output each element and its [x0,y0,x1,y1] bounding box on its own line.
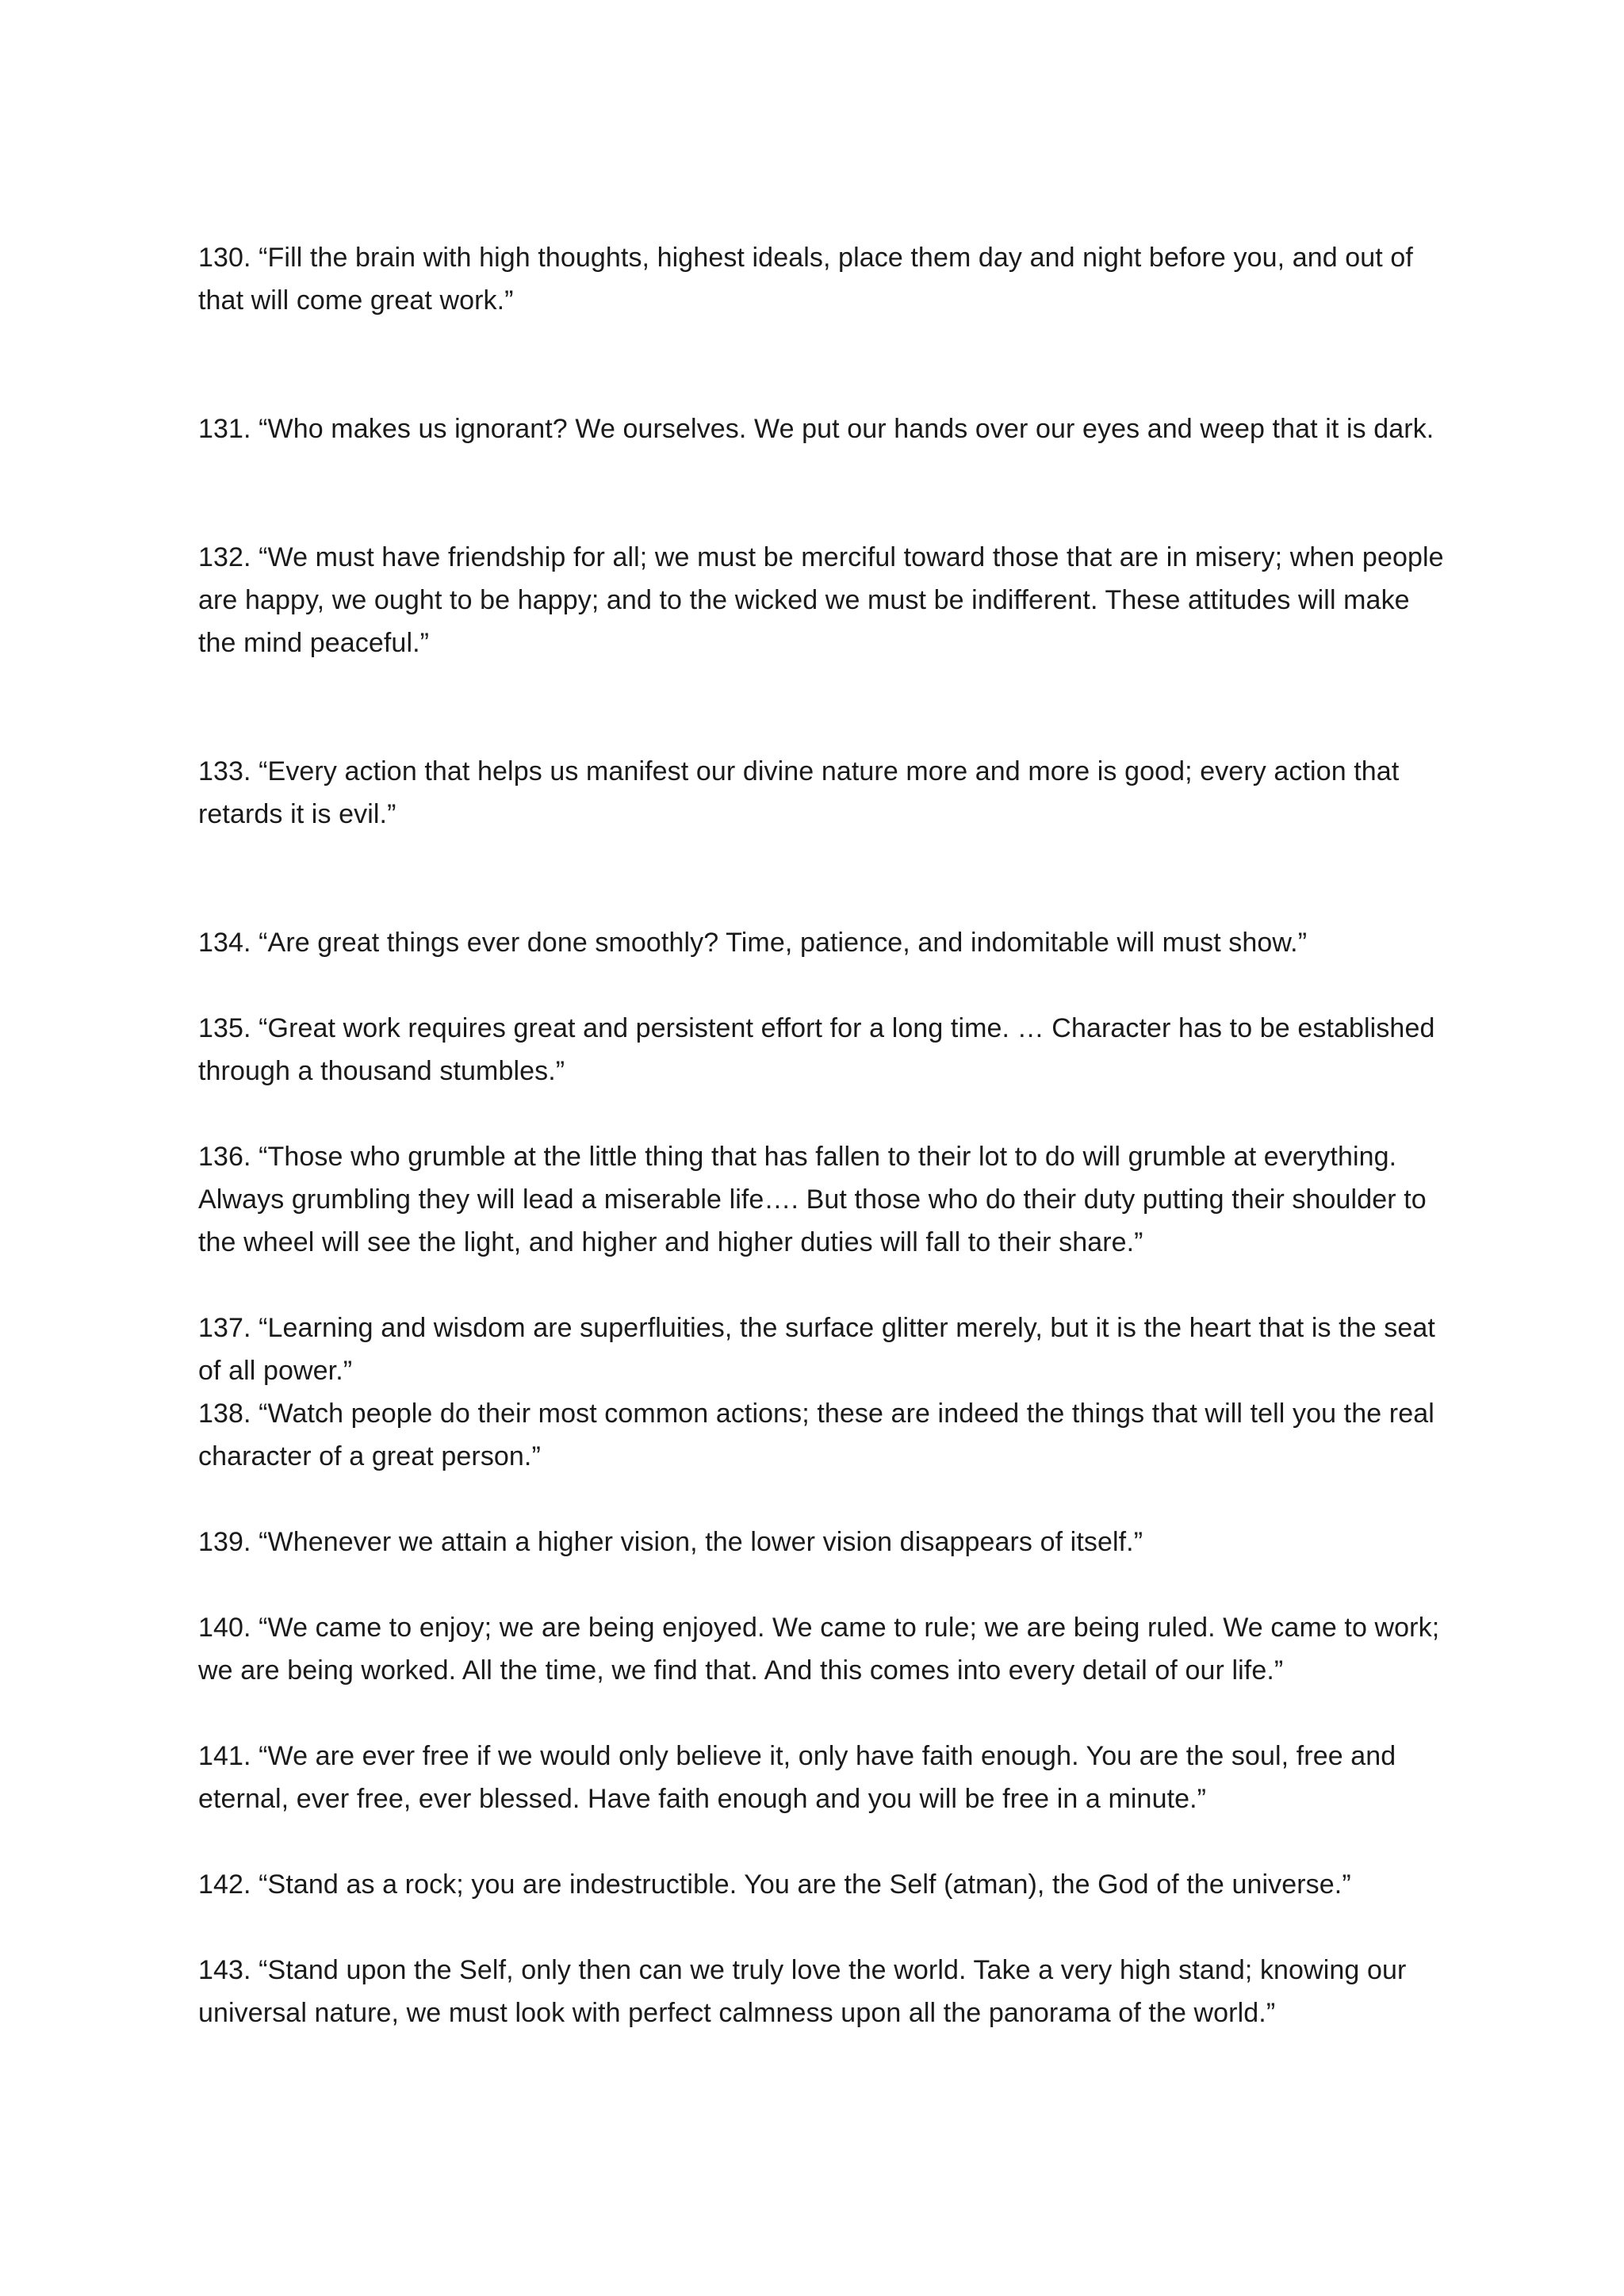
quote-141: 141. “We are ever free if we would only believe it, only have faith enough. You are the soul, free and eternal, ever free, ever blessed. Have faith enough and you will be free in a minute.” [198,1741,1396,1814]
quote-136: 136. “Those who grumble at the little thing that has fallen to their lot to do will grumble at everything. Always grumbling they will lead a miserable life…. But those who do their duty putting their shoulder to the wheel will see the light, and higher and higher duties will fall to their share.” [198,1142,1427,1257]
quote-list [198,236,1451,2034]
quote-138: 138. “Watch people do their most common actions; these are indeed the things that will tell you the real character of a great person.” [198,1399,1434,1471]
quote-132: 132. “We must have friendship for all; we must be merciful toward those that are in misery; when people are happy, we ought to be happy; and to the wicked we must be indifferent. These attitudes will make the mind peaceful.” [198,542,1444,658]
quote-143: 143. “Stand upon the Self, only then can we truly love the world. Take a very high stand; knowing our universal nature, we must look with perfect calmness upon all the panorama of the world.” [198,1955,1407,2028]
quote-137: 137. “Learning and wisdom are superfluities, the surface glitter merely, but it is the heart that is the seat of all power.” [198,1313,1435,1386]
quote-135: 135. “Great work requires great and persistent effort for a long time. … Character has to be established through a thousand stumbles.” [198,1013,1435,1086]
quote-142: 142. “Stand as a rock; you are indestructible. You are the Self (atman), the God of the universe.” [198,1869,1351,1900]
quote-131: 131. “Who makes us ignorant? We ourselves. We put our hands over our eyes and weep that it is dark. [198,414,1434,444]
quote-139: 139. “Whenever we attain a higher vision, the lower vision disappears of itself.” [198,1527,1143,1557]
quote-130: 130. “Fill the brain with high thoughts, highest ideals, place them day and night before you, and out of that will come great work.” [198,243,1413,316]
quote-140: 140. “We came to enjoy; we are being enjoyed. We came to rule; we are being ruled. We came to work; we are being worked. All the time, we find that. And this comes into every detail of our life.” [198,1613,1440,1686]
quote-134: 134. “Are great things ever done smoothly? Time, patience, and indomitable will must show.” [198,928,1308,958]
quote-133: 133. “Every action that helps us manifest our divine nature more and more is good; every action that retards it is evil.” [198,756,1400,829]
